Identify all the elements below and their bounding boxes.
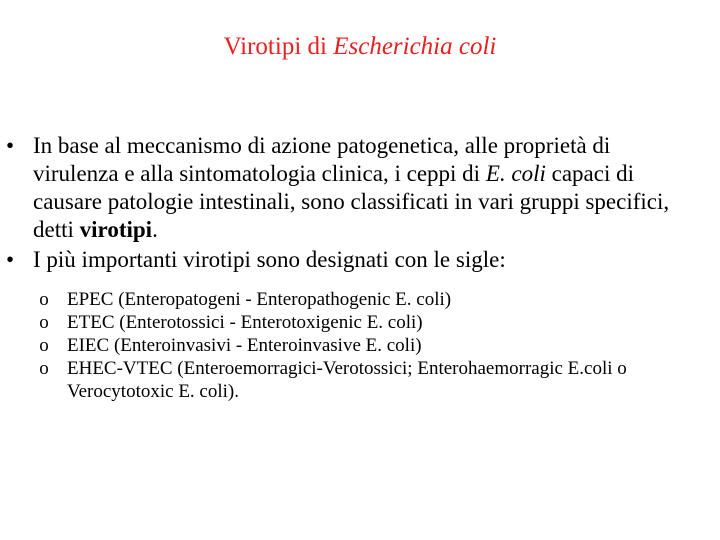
title-plain: Virotipi di bbox=[223, 33, 334, 60]
bullet-intro-italic: E. coli bbox=[485, 161, 546, 186]
circle-bullet-icon: o bbox=[39, 358, 49, 379]
bullet-intro bbox=[0, 132, 688, 244]
virotype-list bbox=[0, 288, 720, 403]
circle-bullet-icon: o bbox=[39, 312, 49, 333]
bullet-intro-part2: capaci di causare patologie intestinali, sono classificati in vari gruppi specifici, detti bbox=[33, 161, 670, 242]
bullet-intro-bold: virotipi bbox=[79, 217, 153, 242]
bullet-intro-part3: . bbox=[152, 217, 158, 242]
bullet-icon: • bbox=[5, 133, 15, 158]
virotype-item-etec bbox=[0, 311, 667, 334]
bullet-virotypes bbox=[0, 246, 688, 274]
virotype-text: EHEC-VTEC (Enteroemorragici-Verotossici; Enterohaemorragic E.coli o Verocytotoxic E. coli). bbox=[67, 358, 627, 402]
virotype-text: EIEC (Enteroinvasivi - Enteroinvasive E. coli) bbox=[67, 335, 422, 356]
title-italic: Escherichia coli bbox=[333, 33, 497, 60]
virotype-item-ehec-vtec bbox=[0, 357, 667, 403]
bullet-intro-part1: In base al meccanismo di azione patogenetica, alle proprietà di virulenza e alla sintomatologia clinica, i ceppi di bbox=[33, 133, 611, 186]
bullet-virotypes-text: I più importanti virotipi sono designati con le sigle: bbox=[33, 247, 506, 272]
circle-bullet-icon: o bbox=[39, 335, 49, 356]
virotype-item-eiec bbox=[0, 334, 667, 357]
bullet-icon: • bbox=[5, 247, 15, 272]
virotype-item-epec bbox=[0, 288, 667, 311]
virotype-text: EPEC (Enteropatogeni - Enteropathogenic E. coli) bbox=[67, 289, 452, 310]
virotype-text: ETEC (Enterotossici - Enterotoxigenic E. coli) bbox=[67, 312, 423, 333]
slide-title bbox=[0, 30, 720, 64]
slide-body bbox=[0, 132, 720, 403]
circle-bullet-icon: o bbox=[39, 289, 49, 310]
